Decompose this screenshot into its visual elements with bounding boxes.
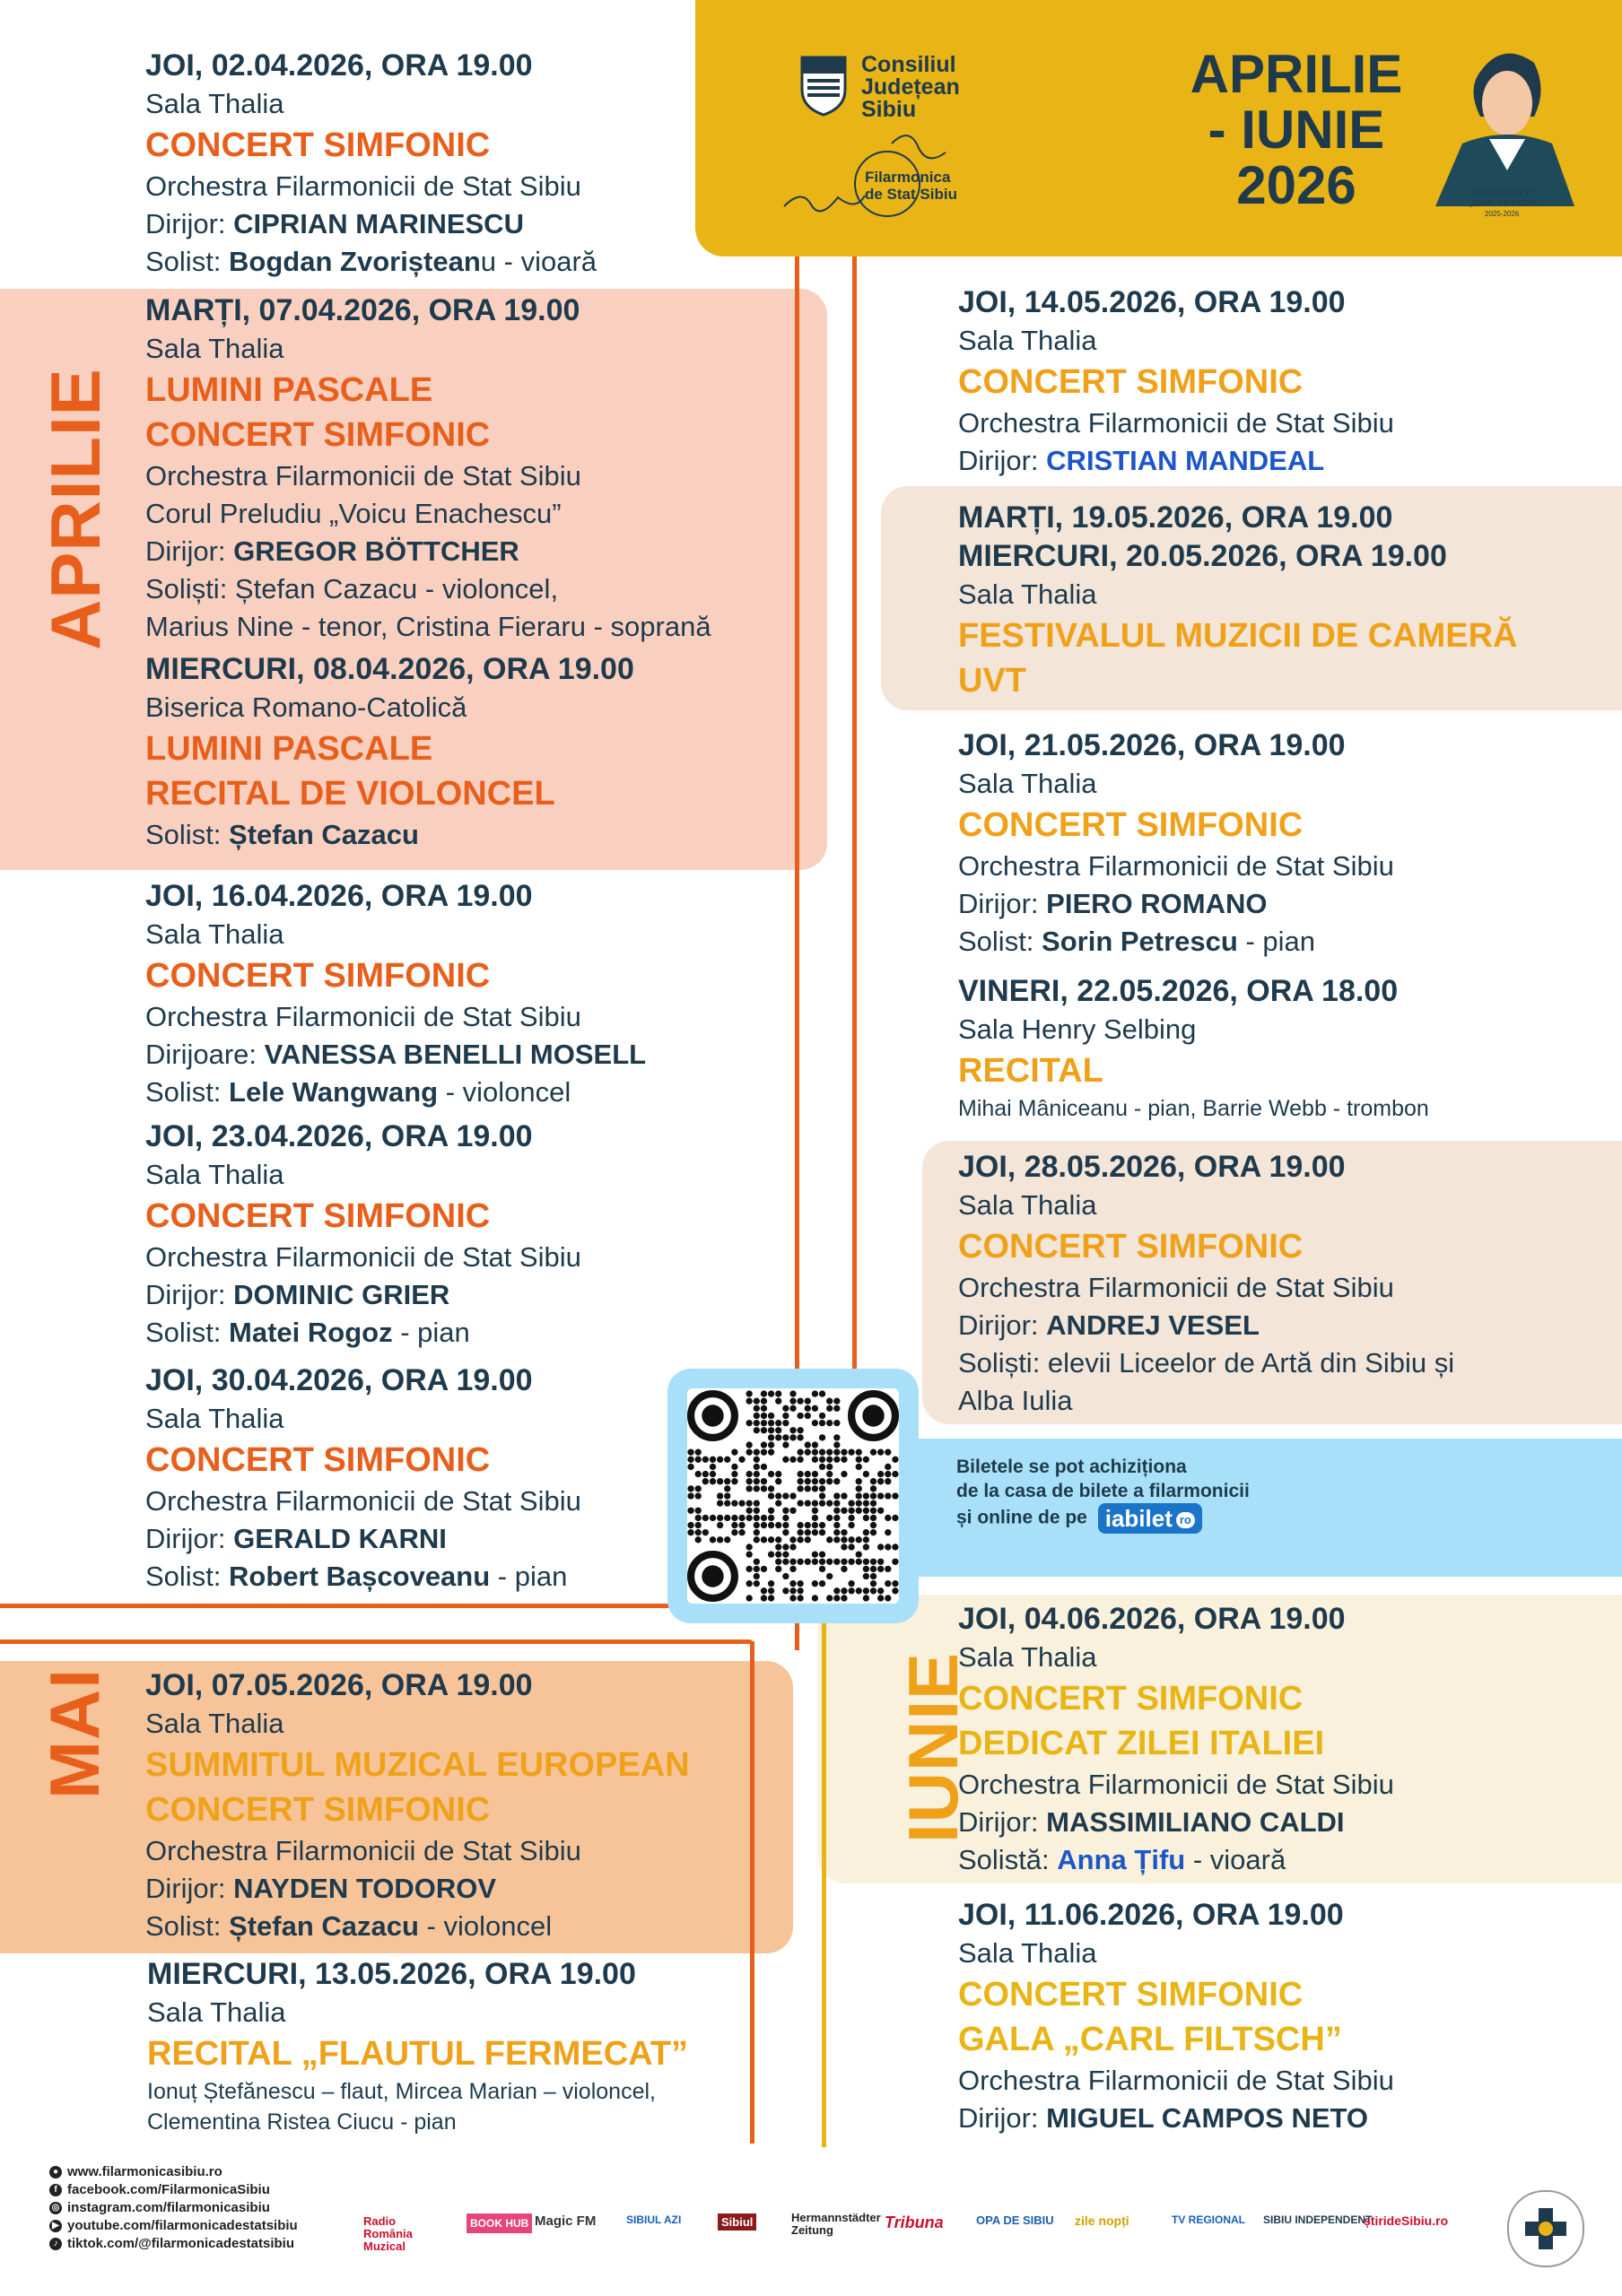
event-title: CONCERT SIMFONIC — [958, 1680, 1304, 1718]
partner-tribuna: Tribuna — [885, 2213, 944, 2231]
county-council-logo — [798, 54, 1032, 126]
event-soloist — [958, 923, 1622, 961]
event-venue: Biserica Romano-Catolică — [145, 691, 467, 723]
event-title: DEDICAT ZILEI ITALIEI — [958, 1725, 1325, 1762]
conductor-label: Dirijor: — [145, 208, 234, 239]
conductor-label: Dirijor: — [145, 535, 234, 567]
footer-link-facebook[interactable] — [49, 2182, 270, 2197]
event-venue: Sala Thalia — [145, 1708, 284, 1739]
partner-opa-de-sibiu: OPA DE SIBIU — [976, 2213, 1054, 2227]
event-title: CONCERT SIMFONIC — [958, 806, 1304, 844]
event-title: CONCERT SIMFONIC — [145, 1441, 491, 1479]
conductor-name: MIGUEL CAMPOS NETO — [1046, 2102, 1369, 2134]
event-soloists: Soliști: elevii Liceelor de Artă din Sibiu și — [958, 1347, 1455, 1378]
carl-filtsch-portrait — [1426, 36, 1579, 224]
soloist-name: Lele Wangwang — [229, 1076, 439, 1108]
soloist-name: Bogdan Zvoriștean — [229, 246, 481, 277]
soloist-label: Solist: — [145, 1561, 230, 1592]
event-soloist — [145, 816, 827, 854]
event-conductor — [145, 1276, 827, 1314]
conductor-label: Dirijor: — [958, 888, 1047, 919]
event-ensemble: Orchestra Filarmonicii de Stat Sibiu — [145, 170, 581, 202]
soloist-label: Solist: — [145, 1910, 230, 1942]
event-ensemble: Orchestra Filarmonicii de Stat Sibiu — [958, 1272, 1394, 1303]
ticket-info — [956, 1455, 1602, 1534]
conductor-name: CRISTIAN MANDEAL — [1046, 445, 1325, 476]
event-conductor — [958, 885, 1622, 923]
soloist-name: Ștefan Cazacu — [229, 1910, 419, 1942]
event-date: VINERI, 22.05.2026, ORA 18.00 — [958, 974, 1399, 1008]
event-2026-05-19-20 — [958, 499, 1622, 703]
footer-link-tiktok[interactable] — [49, 2236, 294, 2251]
event-venue: Sala Thalia — [145, 88, 284, 119]
soloist-name: Matei Rogoz — [229, 1317, 393, 1348]
conductor-label: Dirijor: — [145, 1873, 234, 1904]
may-top-rule — [0, 1639, 754, 1644]
event-date: JOI, 30.04.2026, ORA 19.00 — [145, 1363, 533, 1397]
conductor-name: PIERO ROMANO — [1046, 888, 1268, 919]
conductor-name: NAYDEN TODOROV — [233, 1873, 497, 1904]
month-label-may: MAI — [35, 1668, 114, 1799]
instagram-text: instagram.com/filarmonicasibiu — [67, 2200, 270, 2215]
event-title: UVT — [958, 662, 1026, 700]
event-date: MIERCURI, 13.05.2026, ORA 19.00 — [147, 1957, 636, 1991]
event-venue: Sala Thalia — [958, 768, 1097, 799]
event-venue: Sala Thalia — [147, 1996, 286, 2028]
facebook-icon: f — [49, 2184, 62, 2196]
event-title: RECITAL — [958, 1052, 1103, 1090]
partner-book-hub: BOOK HUB — [467, 2213, 532, 2233]
event-2026-04-23 — [145, 1118, 827, 1352]
event-conductor — [958, 442, 1622, 480]
footer-link-instagram[interactable] — [49, 2200, 270, 2215]
partner-radio-romania-muzical: Radio România Muzical — [363, 2214, 413, 2253]
partner-sibiul: Sibiul — [718, 2213, 756, 2231]
event-ensemble: Orchestra Filarmonicii de Stat Sibiu — [145, 1485, 581, 1517]
soloist-name: Robert Bașcoveanu — [229, 1561, 491, 1592]
soloist-instrument: - pian — [490, 1561, 568, 1592]
event-title: RECITAL DE VIOLONCEL — [145, 775, 555, 813]
april-bottom-rule — [0, 1604, 671, 1608]
event-performers: Mihai Mâniceanu - pian, Barrie Webb - trombon — [958, 1096, 1429, 1121]
county-council-name: Consiliul Județean Sibiu — [861, 52, 960, 122]
conductor-name: GREGOR BÖTTCHER — [233, 535, 519, 567]
partner-sibiu-independent: SIBIU INDEPENDENT — [1263, 2213, 1373, 2226]
event-soloist — [145, 1908, 827, 1945]
iabilet-tld: ro — [1176, 1512, 1195, 1528]
event-2026-06-04 — [958, 1600, 1622, 1879]
facebook-text: facebook.com/FilarmonicaSibiu — [67, 2182, 270, 2197]
soloist-instrument: - pian — [1237, 926, 1316, 957]
event-soloist — [958, 1841, 1622, 1879]
event-date: JOI, 14.05.2026, ORA 19.00 — [958, 285, 1346, 319]
event-conductor — [145, 1870, 827, 1908]
iabilet-brand: iabilet — [1104, 1505, 1173, 1532]
soloist-instrument: u - vioară — [480, 246, 597, 277]
conductor-label: Dirijor: — [958, 1309, 1047, 1341]
conductor-label: Dirijor: — [958, 445, 1047, 476]
event-ensemble: Orchestra Filarmonicii de Stat Sibiu — [145, 460, 581, 491]
partner-hermannstadter-zeitung: Hermannstädter Zeitung — [791, 2211, 881, 2237]
event-ensemble: Orchestra Filarmonicii de Stat Sibiu — [958, 407, 1394, 439]
event-ensemble: Orchestra Filarmonicii de Stat Sibiu — [145, 1001, 581, 1032]
event-performers: Ionuț Ștefănescu – flaut, Mircea Marian – violoncel, — [147, 2079, 656, 2104]
event-performers-cont: Clementina Ristea Ciucu - pian — [147, 2109, 457, 2135]
period-title — [1166, 44, 1426, 215]
partner-comandor — [1507, 2190, 1584, 2267]
event-venue: Sala Thalia — [958, 1937, 1097, 1969]
partner-tv-regional: TV REGIONAL — [1172, 2213, 1246, 2226]
event-ensemble: Orchestra Filarmonicii de Stat Sibiu — [145, 1241, 581, 1273]
conductor-label: Dirijoare: — [145, 1039, 265, 1070]
iabilet-link[interactable] — [1098, 1503, 1202, 1534]
event-title: RECITAL „FLAUTUL FERMECAT” — [147, 2035, 689, 2073]
month-label-june: IUNIE — [894, 1651, 972, 1843]
event-venue: Sala Thalia — [145, 1159, 284, 1190]
soloist-name: Ștefan Cazacu — [229, 819, 419, 850]
ticket-line-3 — [956, 1503, 1602, 1534]
conductor-label: Dirijor: — [145, 1279, 234, 1310]
qr-code-icon — [687, 1388, 899, 1604]
event-title: CONCERT SIMFONIC — [145, 1791, 491, 1829]
partner-magic-fm: Magic FM — [535, 2213, 597, 2229]
event-date: JOI, 02.04.2026, ORA 19.00 — [145, 48, 533, 83]
conductor-name: MASSIMILIANO CALDI — [1046, 1806, 1345, 1838]
globe-icon: ● — [49, 2166, 62, 2179]
footer-link-website[interactable] — [49, 2164, 222, 2179]
event-venue: Sala Thalia — [958, 325, 1097, 356]
conductor-label: Dirijor: — [958, 1806, 1047, 1838]
event-2026-04-02 — [145, 47, 827, 281]
event-date: JOI, 16.04.2026, ORA 19.00 — [145, 879, 533, 913]
event-date: MARȚI, 07.04.2026, ORA 19.00 — [145, 293, 580, 327]
event-2026-04-16 — [145, 877, 827, 1111]
conductor-label: Dirijor: — [145, 1523, 234, 1554]
ticket-line-1: Biletele se pot achiziționa — [956, 1457, 1187, 1477]
event-soloists-cont: Alba Iulia — [958, 1385, 1073, 1416]
event-title: CONCERT SIMFONIC — [145, 126, 491, 164]
event-title: CONCERT SIMFONIC — [145, 1197, 491, 1235]
event-date: MIERCURI, 08.04.2026, ORA 19.00 — [145, 652, 634, 686]
soloist-label: Solist: — [145, 819, 230, 850]
event-ensemble: Orchestra Filarmonicii de Stat Sibiu — [145, 1835, 581, 1866]
event-venue: Sala Henry Selbing — [958, 1013, 1197, 1045]
soloist-label: Solistă: — [958, 1844, 1058, 1875]
website-text: www.filarmonicasibiu.ro — [67, 2164, 222, 2179]
event-title: CONCERT SIMFONIC — [145, 416, 491, 454]
event-2026-05-14 — [958, 283, 1622, 480]
event-2026-05-13 — [147, 1955, 829, 2137]
month-label-april: APRILIE — [36, 368, 115, 650]
event-title: CONCERT SIMFONIC — [958, 1228, 1304, 1265]
partner-zile-nopti: zile nopți — [1075, 2213, 1129, 2228]
conductor-label: Dirijor: — [958, 2102, 1047, 2134]
event-title: LUMINI PASCALE — [145, 730, 433, 768]
event-ensemble: Orchestra Filarmonicii de Stat Sibiu — [958, 2065, 1394, 2096]
event-conductor — [145, 1036, 827, 1074]
event-soloists-cont: Marius Nine - tenor, Cristina Fieraru - soprană — [145, 611, 711, 642]
event-conductor — [958, 2100, 1622, 2137]
soloist-instrument: - pian — [392, 1317, 470, 1348]
soloist-label: Solist: — [145, 246, 230, 277]
event-soloists: Soliști: Ștefan Cazacu - violoncel, — [145, 573, 559, 604]
event-2026-05-21 — [958, 726, 1622, 961]
season-badge-2: „CARL FILTSCH” — [1469, 199, 1539, 209]
partner-stiri-de-sibiu: știrideSibiu.ro — [1364, 2213, 1449, 2228]
event-date: JOI, 11.06.2026, ORA 19.00 — [958, 1898, 1344, 1932]
event-venue: Sala Thalia — [958, 578, 1097, 610]
ticket-line-3-text: și online de pe — [956, 1507, 1087, 1528]
event-ensemble: Orchestra Filarmonicii de Stat Sibiu — [958, 850, 1394, 882]
event-2026-04-08 — [145, 650, 827, 854]
event-date: JOI, 28.05.2026, ORA 19.00 — [958, 1150, 1346, 1184]
season-badge-1: STAGIUNEA 77 — [1471, 188, 1535, 198]
event-2026-06-11 — [958, 1896, 1622, 2137]
footer-link-youtube[interactable] — [49, 2218, 298, 2233]
event-conductor — [145, 533, 827, 570]
event-conductor — [145, 205, 827, 243]
event-2026-05-28 — [958, 1148, 1622, 1420]
event-soloist — [145, 1074, 827, 1111]
instagram-icon: ◎ — [49, 2202, 62, 2214]
event-title: CONCERT SIMFONIC — [958, 363, 1304, 401]
youtube-text: youtube.com/filarmonicadestatsibiu — [67, 2218, 298, 2233]
event-date-2: MIERCURI, 20.05.2026, ORA 19.00 — [958, 539, 1447, 573]
event-venue: Sala Thalia — [958, 1189, 1097, 1221]
partner-sibiul-azi: SIBIUL AZI — [626, 2213, 682, 2226]
event-title: FESTIVALUL MUZICII DE CAMERĂ — [958, 617, 1518, 655]
soloist-label: Solist: — [145, 1317, 230, 1348]
event-choir: Corul Preludiu „Voicu Enachescu” — [145, 498, 562, 529]
soloist-instrument: - vioară — [1185, 1844, 1286, 1875]
event-title: CONCERT SIMFONIC — [958, 1976, 1304, 2013]
soloist-name: Sorin Petrescu — [1042, 926, 1238, 957]
event-2026-04-07 — [145, 291, 827, 646]
philharmonic-name: Filarmonica de Stat Sibiu — [865, 169, 957, 203]
soloist-name: Anna Țifu — [1057, 1844, 1186, 1875]
tiktok-text: tiktok.com/@filarmonicadestatsibiu — [67, 2236, 295, 2251]
event-venue: Sala Thalia — [145, 333, 284, 364]
soloist-label: Solist: — [145, 1076, 230, 1108]
comandor-text — [1511, 2219, 1581, 2230]
period-line-2: - IUNIE — [1208, 100, 1385, 160]
event-2026-05-22 — [958, 972, 1622, 1124]
conductor-name: CIPRIAN MARINESCU — [233, 208, 524, 239]
event-date: JOI, 23.04.2026, ORA 19.00 — [145, 1119, 533, 1153]
event-venue: Sala Thalia — [958, 1641, 1097, 1673]
event-venue: Sala Thalia — [145, 918, 284, 950]
qr-code[interactable] — [667, 1369, 919, 1623]
event-ensemble: Orchestra Filarmonicii de Stat Sibiu — [958, 1769, 1394, 1800]
event-title: LUMINI PASCALE — [145, 371, 433, 409]
event-soloist — [145, 1314, 827, 1352]
event-conductor — [958, 1307, 1622, 1344]
tiktok-icon: ♪ — [49, 2238, 62, 2250]
season-badge-3: 2025-2026 — [1485, 210, 1520, 218]
event-soloist — [145, 243, 827, 281]
event-date: MARȚI, 19.05.2026, ORA 19.00 — [958, 500, 1393, 535]
conductor-name: VANESSA BENELLI MOSELL — [264, 1039, 647, 1070]
conductor-name: ANDREJ VESEL — [1046, 1309, 1260, 1341]
soloist-instrument: - violoncel — [438, 1076, 571, 1108]
event-title: GALA „CARL FILTSCH” — [958, 2021, 1342, 2058]
soloist-instrument: - violoncel — [418, 1910, 553, 1942]
event-date: JOI, 04.06.2026, ORA 19.00 — [958, 1602, 1346, 1636]
soloist-label: Solist: — [958, 926, 1042, 957]
event-title: SUMMITUL MUZICAL EUROPEAN — [145, 1746, 690, 1784]
event-title: CONCERT SIMFONIC — [145, 957, 491, 995]
conductor-name: GERALD KARNI — [233, 1523, 447, 1554]
event-2026-05-07 — [145, 1666, 827, 1945]
event-date: JOI, 07.05.2026, ORA 19.00 — [145, 1668, 533, 1702]
period-line-3: 2026 — [1236, 155, 1356, 215]
ticket-line-2: de la casa de bilete a filarmonicii — [956, 1481, 1250, 1501]
period-line-1: APRILIE — [1190, 44, 1403, 104]
youtube-icon: ▶ — [49, 2220, 62, 2232]
event-venue: Sala Thalia — [145, 1403, 284, 1434]
event-date: JOI, 21.05.2026, ORA 19.00 — [958, 728, 1346, 762]
conductor-name: DOMINIC GRIER — [233, 1279, 450, 1310]
event-conductor — [958, 1804, 1622, 1841]
